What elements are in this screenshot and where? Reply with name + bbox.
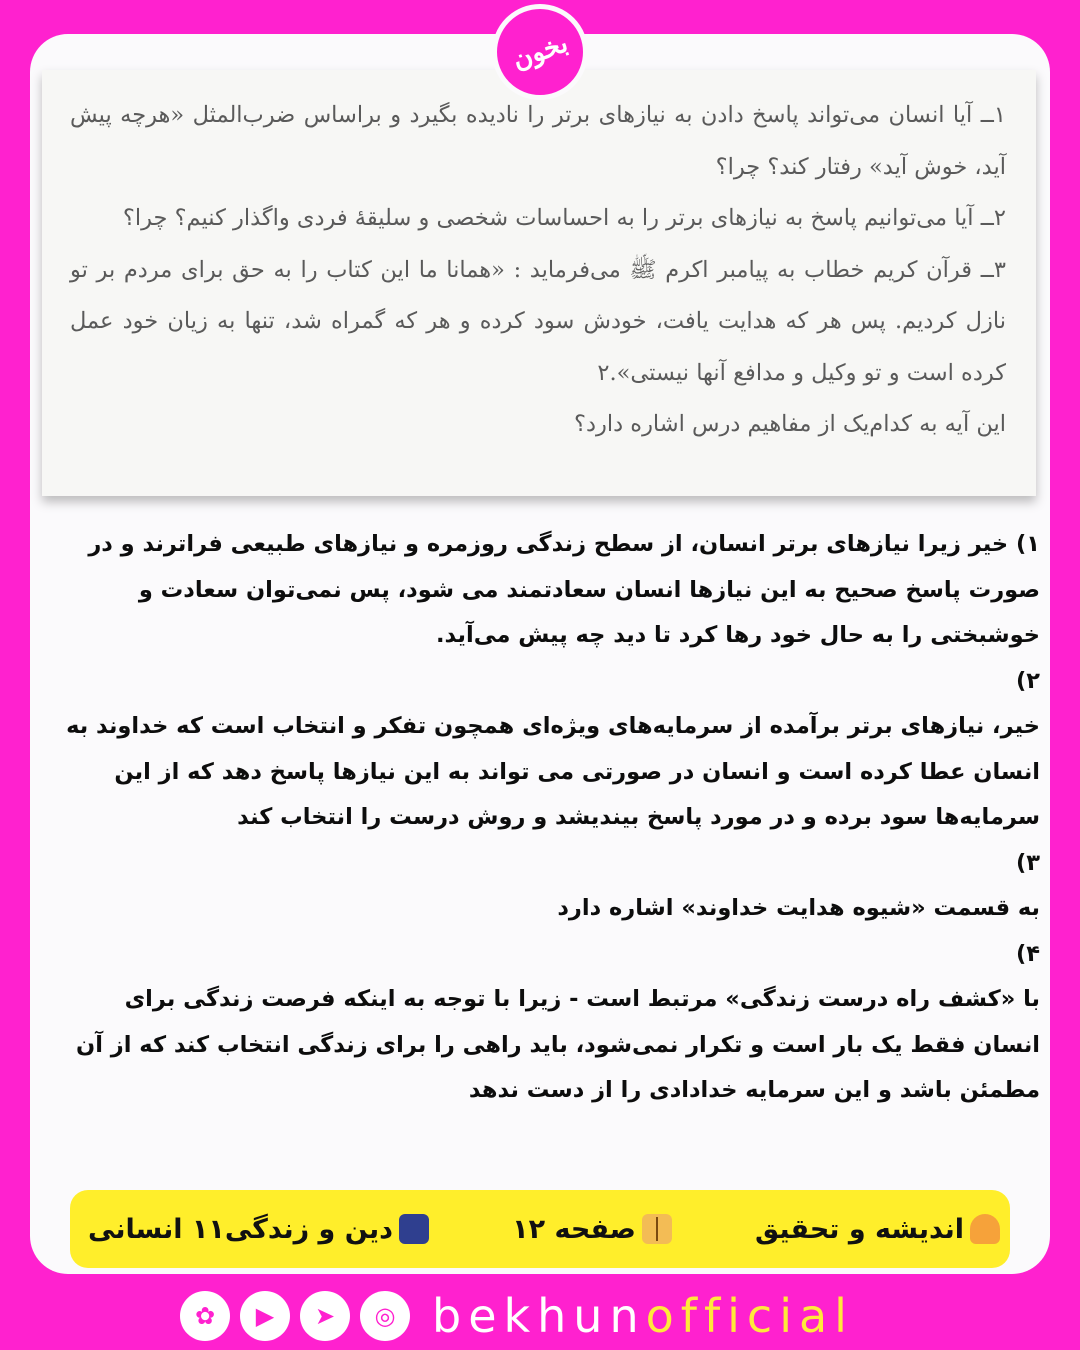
- social-footer: [180, 1288, 900, 1344]
- answer-2: خیر، نیازهای برتر برآمده از سرمایه‌های ویژه‌ای همچون تفکر و انتخاب است که خداوند به انسان عطا کرده است و انسان در صورتی می تواند به این نیازها پاسخ دهد که از این سرمایه‌ها سود برده و در مورد پاسخ بیندیشد و روش درست را انتخاب کند: [66, 713, 1040, 830]
- banner-page: [512, 1214, 672, 1245]
- answer-2-number: ۲): [1015, 667, 1040, 694]
- answer-4: با «کشف راه درست زندگی» مرتبط است - زیرا با توجه به اینکه فرصت زندگی برای انسان فقط یک بار است و تکرار نمی‌شود، باید راهی را برای زندگی انتخاب کند که از آن مطمئن باشد و این سرمایه خدادادی را از دست ندهد: [76, 986, 1040, 1103]
- banner-section-label: اندیشه و تحقیق: [755, 1213, 964, 1245]
- student-icon: [970, 1214, 1000, 1244]
- open-book-icon: [642, 1214, 672, 1244]
- instagram-icon[interactable]: ◎: [360, 1291, 410, 1341]
- question-2: ۲ــ آیا می‌توانیم پاسخ به نیازهای برتر را به احساسات شخصی و سلیقهٔ فردی واگذار کنیم؟ چرا؟: [122, 205, 1006, 231]
- banner-book: [88, 1214, 429, 1245]
- question-1: ۱ــ آیا انسان می‌تواند پاسخ دادن به نیازهای برتر را نادیده بگیرد و براساس ضرب‌المثل «هرچه پیش آید، خوش آید» رفتار کند؟ چرا؟: [70, 102, 1006, 180]
- bekhun-logo: [492, 4, 588, 100]
- aparat-icon[interactable]: ✿: [180, 1291, 230, 1341]
- brand-handle-part1: bekhun: [432, 1289, 646, 1343]
- youtube-icon[interactable]: ▶: [240, 1291, 290, 1341]
- banner-section: [755, 1214, 1000, 1245]
- answer-3-number: ۳): [1015, 849, 1040, 876]
- logo-text: بخون: [508, 28, 572, 76]
- answer-1: ۱) خیر زیرا نیازهای برتر انسان، از سطح زندگی روزمره و نیازهای طبیعی فراترند و در صورت پاسخ صحیح به این نیازها انسان سعادتمند می شود، پس نمی‌توان سعادت و خوشبختی را به حال خود رها کرد تا دید چه پیش می‌آید.: [88, 531, 1040, 648]
- answer-3: به قسمت «شیوه هدایت خداوند» اشاره دارد: [557, 895, 1040, 921]
- banner-page-label: صفحه ۱۲: [512, 1213, 636, 1245]
- graduation-cap-icon: [399, 1214, 429, 1244]
- brand-handle[interactable]: [432, 1288, 854, 1344]
- question-3: ۳ــ قرآن کریم خطاب به پیامبر اکرم ﷺ می‌فرماید : «همانا ما این کتاب را به حق برای مردم بر تو نازل کردیم. پس هر که هدایت یافت، خودش سود کرده و هر که گمراه شد، تنها به زیان خود عمل کرده است و تو وکیل و مدافع آنها نیستی».۲: [70, 256, 1006, 386]
- question-3-sub: این آیه به کدام‌یک از مفاهیم درس اشاره دارد؟: [574, 411, 1006, 437]
- lesson-banner: [70, 1190, 1010, 1268]
- brand-handle-part2: official: [645, 1289, 854, 1343]
- telegram-icon[interactable]: ➤: [300, 1291, 350, 1341]
- answer-4-number: ۴): [1015, 940, 1040, 967]
- textbook-excerpt: [42, 70, 1036, 496]
- answers-section: [60, 522, 1040, 1114]
- banner-book-label: دین و زندگی۱۱ انسانی: [88, 1213, 394, 1245]
